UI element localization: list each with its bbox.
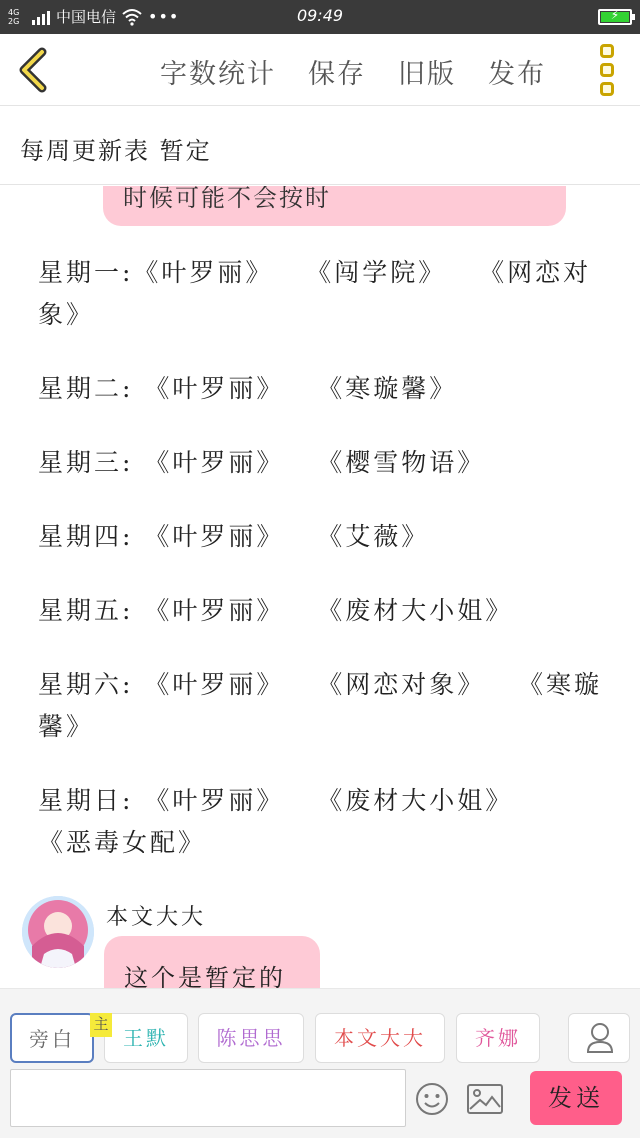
role-label: 本文大大 (334, 1026, 426, 1050)
status-bar (0, 0, 640, 34)
role-narrator[interactable] (10, 1013, 94, 1063)
top-nav (0, 34, 640, 106)
schedule-list (38, 252, 606, 896)
chat-content[interactable] (0, 186, 640, 988)
chapter-title: 每周更新表 暂定 (20, 137, 212, 165)
avatar[interactable] (22, 896, 94, 968)
message-bubble[interactable]: 时候可能不会按时 (103, 186, 566, 226)
message-bubble-text[interactable]: 这个是暂定的 (104, 936, 320, 988)
more-status-icon: ••• (148, 7, 180, 26)
network-2g: 2G (8, 16, 20, 26)
clock: 09:49 (296, 6, 344, 25)
schedule-tuesday: 星期二: 《叶罗丽》 《寒璇馨》 (38, 374, 458, 403)
role-wang-mo[interactable] (104, 1013, 188, 1063)
more-menu-icon[interactable] (594, 44, 620, 96)
image-icon[interactable] (466, 1083, 504, 1115)
composer (0, 988, 640, 1138)
message-input[interactable] (10, 1069, 406, 1127)
role-author[interactable] (315, 1013, 445, 1063)
role-qi-na[interactable] (456, 1013, 540, 1063)
word-count-button[interactable]: 字数统计 (160, 59, 276, 90)
role-label: 陈思思 (216, 1026, 286, 1050)
old-version-button[interactable]: 旧版 (398, 59, 456, 90)
role-label: 王默 (123, 1026, 169, 1050)
schedule-thursday: 星期四: 《叶罗丽》 《艾薇》 (38, 522, 430, 551)
user-icon (569, 1014, 631, 1064)
schedule-monday: 星期一:《叶罗丽》 《闯学院》 《网恋对象》 (38, 258, 592, 329)
role-chen-sisi[interactable] (198, 1013, 304, 1063)
carrier-name: 中国电信 (56, 8, 117, 26)
schedule-saturday: 星期六: 《叶罗丽》 《网恋对象》 《寒璇馨》 (38, 670, 603, 741)
nav-actions (160, 52, 546, 91)
message-author: 本文大大 (106, 905, 207, 930)
charging-icon: ⚡ (610, 8, 620, 22)
network-4g: 4G (8, 7, 20, 17)
role-label: 旁白 (29, 1027, 75, 1051)
add-role-button[interactable] (568, 1013, 630, 1063)
schedule-friday: 星期五: 《叶罗丽》 《废材大小姐》 (38, 596, 514, 625)
chapter-title-row[interactable] (0, 107, 640, 185)
save-button[interactable]: 保存 (308, 59, 366, 90)
schedule-sunday: 星期日: 《叶罗丽》 《废材大小姐》 《恶毒女配》 (38, 786, 514, 857)
main-role-badge: 主 (90, 1013, 112, 1037)
back-icon[interactable] (12, 46, 56, 94)
emoji-icon[interactable] (414, 1081, 450, 1117)
battery-icon (598, 9, 632, 25)
publish-button[interactable]: 发布 (488, 59, 546, 90)
schedule-wednesday: 星期三: 《叶罗丽》 《樱雪物语》 (38, 448, 486, 477)
send-button[interactable]: 发送 (530, 1071, 622, 1125)
role-label: 齐娜 (475, 1026, 521, 1050)
